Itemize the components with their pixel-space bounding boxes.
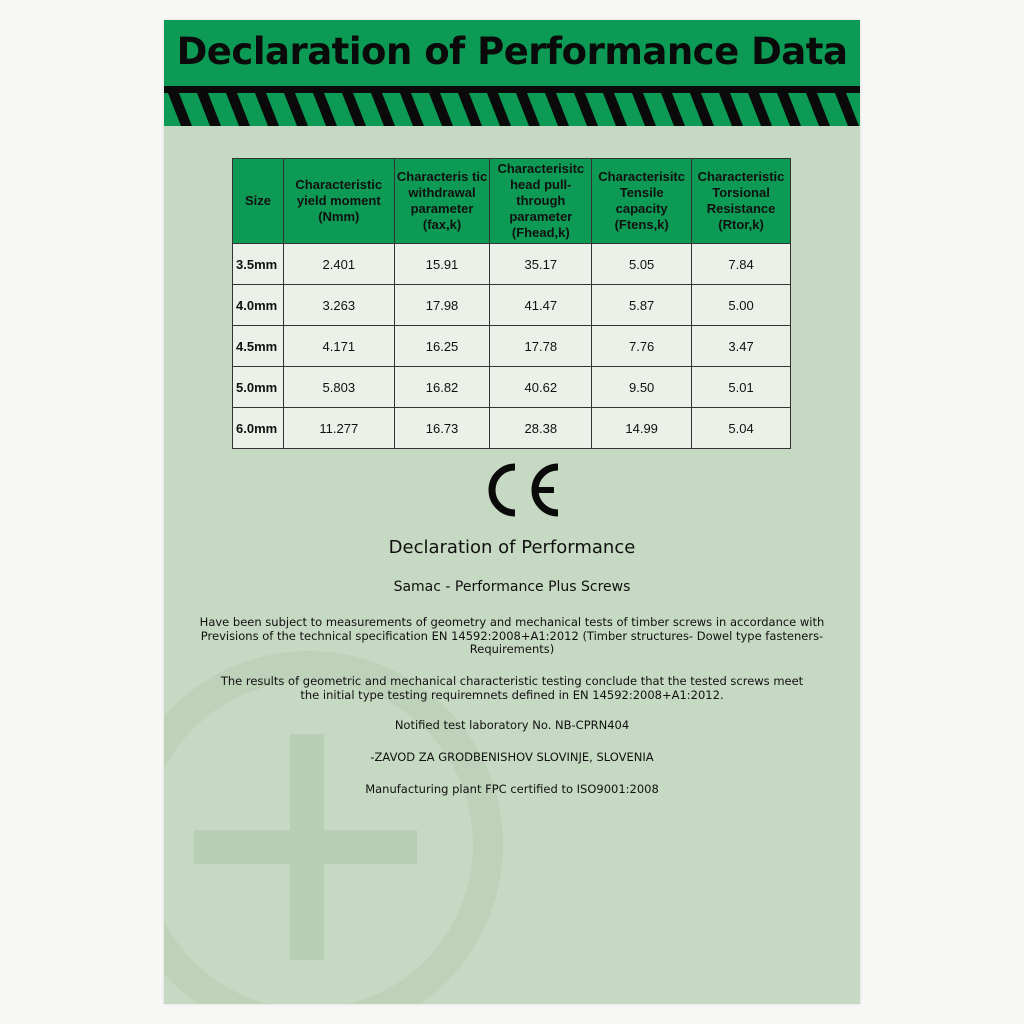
tensile-cell: 9.50 bbox=[592, 367, 692, 408]
table-row bbox=[233, 367, 791, 408]
hazard-stripe bbox=[632, 93, 656, 126]
size-cell: 3.5mm bbox=[233, 244, 284, 285]
hazard-stripe bbox=[429, 93, 453, 126]
hazard-stripe bbox=[255, 93, 279, 126]
plant-certification: Manufacturing plant FPC certified to ISO9001:2008 bbox=[365, 782, 659, 796]
table-row bbox=[233, 285, 791, 326]
test-institute: -ZAVOD ZA GRODBENISHOV SLOVINJE, SLOVENIA bbox=[370, 750, 654, 764]
performance-table bbox=[232, 158, 791, 449]
torsional-cell: 3.47 bbox=[692, 326, 791, 367]
header-tensile: Characterisitc Tensile capacity (Ftens,k) bbox=[592, 159, 692, 244]
size-cell: 4.5mm bbox=[233, 326, 284, 367]
withdrawal-cell: 16.25 bbox=[394, 326, 490, 367]
torsional-cell: 5.04 bbox=[692, 408, 791, 449]
hazard-stripes bbox=[164, 86, 860, 126]
table-row bbox=[233, 408, 791, 449]
torsional-cell: 7.84 bbox=[692, 244, 791, 285]
hazard-stripe bbox=[690, 93, 714, 126]
size-cell: 5.0mm bbox=[233, 367, 284, 408]
hazard-stripe bbox=[168, 93, 192, 126]
hazard-stripe bbox=[748, 93, 772, 126]
yield-moment-cell: 2.401 bbox=[283, 244, 394, 285]
document-sheet bbox=[164, 20, 860, 1004]
header-banner bbox=[164, 20, 860, 126]
size-cell: 4.0mm bbox=[233, 285, 284, 326]
header-yield-moment: Characteristic yield moment (Nmm) bbox=[283, 159, 394, 244]
torsional-cell: 5.01 bbox=[692, 367, 791, 408]
head-pull-cell: 40.62 bbox=[490, 367, 592, 408]
lab-number: Notified test laboratory No. NB-CPRN404 bbox=[394, 718, 630, 732]
hazard-stripe bbox=[516, 93, 540, 126]
table-row bbox=[233, 244, 791, 285]
hazard-stripe bbox=[777, 93, 801, 126]
hazard-stripe bbox=[342, 93, 366, 126]
hazard-stripe bbox=[835, 93, 859, 126]
yield-moment-cell: 11.277 bbox=[283, 408, 394, 449]
hazard-stripe bbox=[400, 93, 424, 126]
hazard-stripe bbox=[458, 93, 482, 126]
hazard-stripe bbox=[806, 93, 830, 126]
tensile-cell: 14.99 bbox=[592, 408, 692, 449]
tensile-cell: 7.76 bbox=[592, 326, 692, 367]
yield-moment-cell: 5.803 bbox=[283, 367, 394, 408]
withdrawal-cell: 15.91 bbox=[394, 244, 490, 285]
declaration-title: Declaration of Performance bbox=[388, 537, 636, 558]
header-head-pull-through: Characterisitc head pull-through parameter (Fhead,k) bbox=[490, 159, 592, 244]
size-cell: 6.0mm bbox=[233, 408, 284, 449]
withdrawal-cell: 16.73 bbox=[394, 408, 490, 449]
head-pull-cell: 28.38 bbox=[490, 408, 592, 449]
head-pull-cell: 35.17 bbox=[490, 244, 592, 285]
product-name: Samac - Performance Plus Screws bbox=[393, 579, 631, 595]
withdrawal-cell: 16.82 bbox=[394, 367, 490, 408]
head-pull-cell: 41.47 bbox=[490, 285, 592, 326]
hazard-stripe bbox=[661, 93, 685, 126]
page-title: Declaration of Performance Data bbox=[176, 30, 848, 73]
hazard-stripe bbox=[603, 93, 627, 126]
torsional-cell: 5.00 bbox=[692, 285, 791, 326]
hazard-stripe bbox=[487, 93, 511, 126]
hazard-stripe bbox=[371, 93, 395, 126]
head-pull-cell: 17.78 bbox=[490, 326, 592, 367]
tensile-cell: 5.87 bbox=[592, 285, 692, 326]
header-size: Size bbox=[233, 159, 284, 244]
header-torsional: Characteristic Torsional Resistance (Rtor,k) bbox=[692, 159, 791, 244]
ce-mark-icon bbox=[480, 460, 562, 520]
table-row bbox=[233, 326, 791, 367]
hazard-stripe bbox=[719, 93, 743, 126]
withdrawal-cell: 17.98 bbox=[394, 285, 490, 326]
tensile-cell: 5.05 bbox=[592, 244, 692, 285]
hazard-stripe bbox=[226, 93, 250, 126]
hazard-stripe bbox=[545, 93, 569, 126]
hazard-stripe bbox=[313, 93, 337, 126]
yield-moment-cell: 3.263 bbox=[283, 285, 394, 326]
table-header-row bbox=[233, 159, 791, 244]
header-withdrawal: Characteris tic withdrawal parameter (fax,k) bbox=[394, 159, 490, 244]
hazard-stripe bbox=[574, 93, 598, 126]
hazard-stripe bbox=[197, 93, 221, 126]
declaration-paragraph-2: The results of geometric and mechanical characteristic testing conclude that the tested screws meet the initial type testing requiremnets defined in EN 14592:2008+A1:2012. bbox=[220, 674, 804, 702]
declaration-paragraph-1: Have been subject to measurements of geometry and mechanical tests of timber screws in accordance with Previsions of the technical specification EN 14592:2008+A1:2012 (Timber structures- Dowel type fasteners-Requirements) bbox=[199, 615, 825, 657]
hazard-stripe bbox=[284, 93, 308, 126]
yield-moment-cell: 4.171 bbox=[283, 326, 394, 367]
